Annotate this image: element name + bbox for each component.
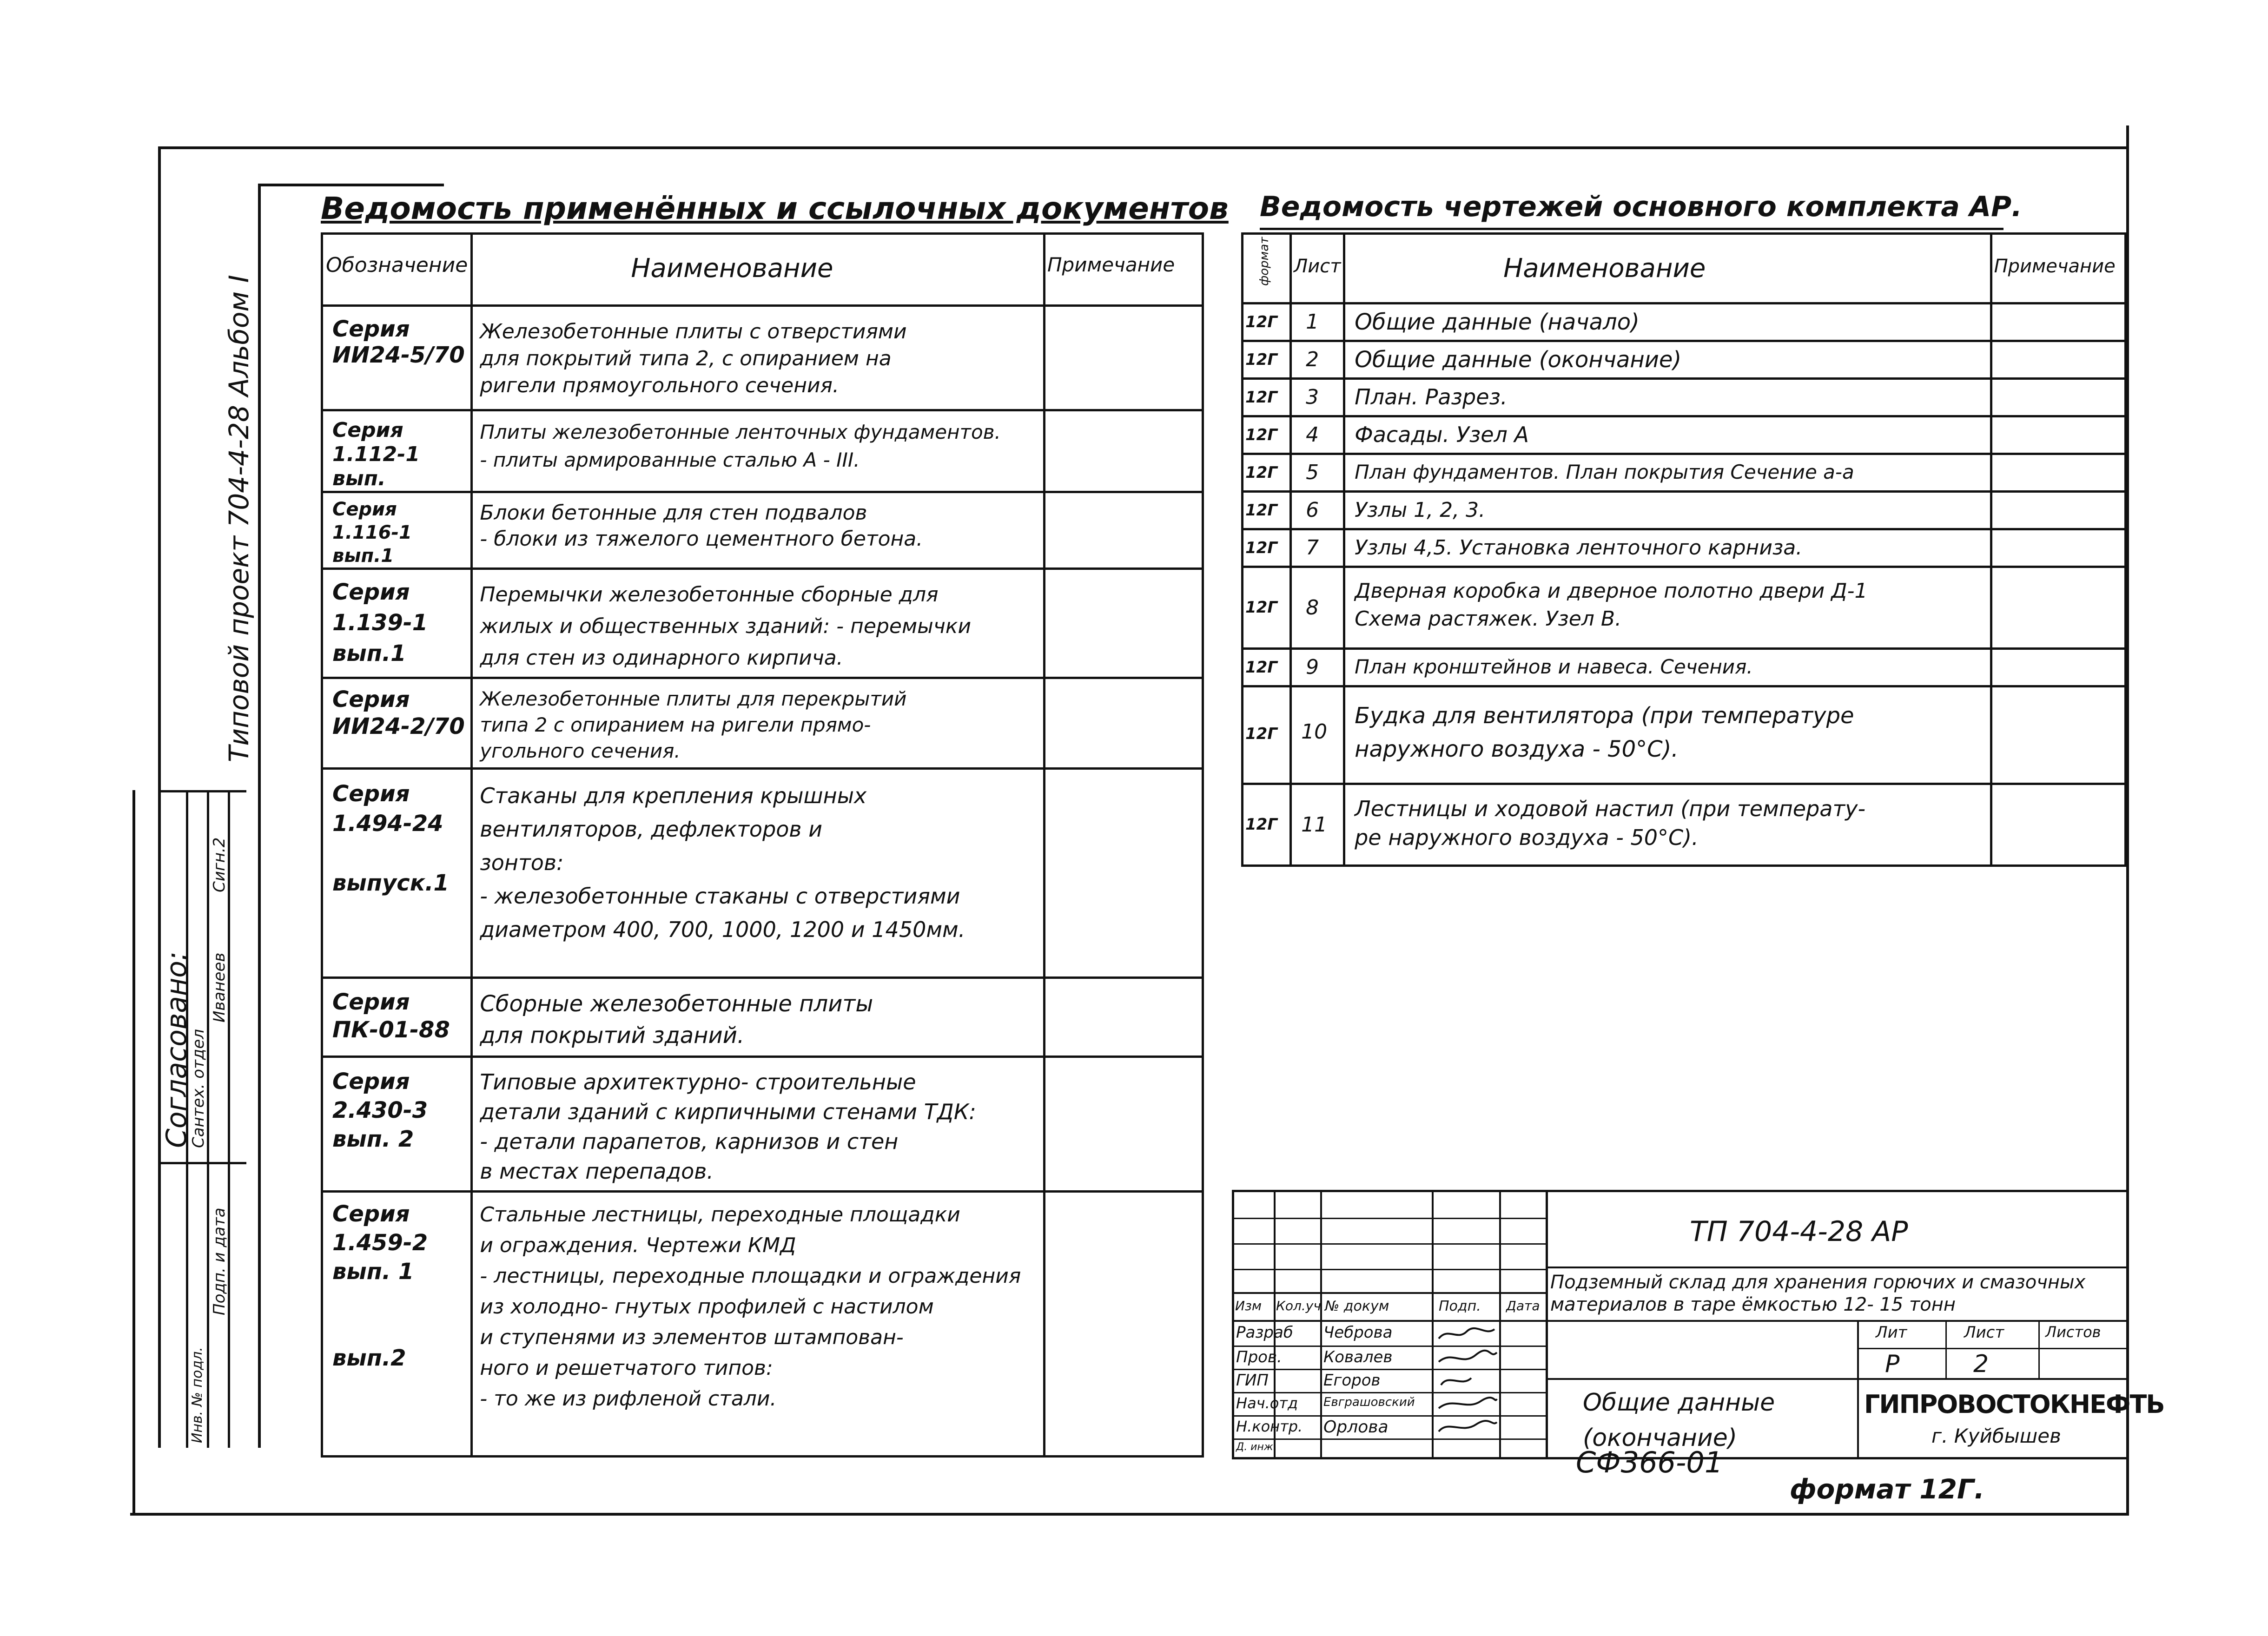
tb-sheet-title: Общие данные (окончание) [1583, 1389, 1775, 1452]
frame-bottom-line [130, 1513, 2129, 1516]
tb-head-col-1: Изм [1235, 1298, 1262, 1313]
table-row: 12Г 4 Фасады. Узел А [1243, 416, 2126, 454]
signer-role: Д. инж. [1236, 1441, 1276, 1453]
agreed-col-1: Сантех. отдел [189, 1029, 208, 1148]
footer-format: формат 12Г. [1790, 1473, 1984, 1505]
tb-stage: Р [1885, 1350, 1900, 1378]
bottom-col-2: Подп. и дата [210, 1207, 229, 1315]
signer-name: Чеброва [1323, 1323, 1393, 1342]
tb-sheets-label: Листов [2045, 1323, 2101, 1341]
table-row: 12Г 6 Узлы 1, 2, 3. [1243, 492, 2126, 529]
agreed-col-2: Иванеев [210, 952, 229, 1022]
table-row: Серия ПК-01-88 Сборные железобетонные плиты для покрытий зданий. [322, 978, 1203, 1057]
table-row: 12Г 2 Общие данные (окончание) [1243, 341, 2126, 379]
right-table [1241, 232, 2127, 867]
title-block [1232, 1190, 2164, 1459]
table-row: 12Г 1 Общие данные (начало) [1243, 303, 2126, 341]
table-row: Серия 1.494-24 выпуск.1 Стаканы для крепления крышных вентиляторов, дефлекторов и зонтов: - железобетонные стаканы с отверстиями диаметром 400, 700, 1000, 1200 и 1450мм. [322, 769, 1203, 978]
right-title-underline [1260, 228, 2004, 230]
bottom-col-1: Инв. № подл. [189, 1347, 205, 1443]
agreed-label: Согласовано: [160, 951, 193, 1148]
header-note: Примечание [1991, 234, 2125, 303]
header-format: формат [1243, 234, 1291, 303]
tb-sheet: 2 [1973, 1350, 1989, 1378]
signer-name: Евграшовский [1323, 1395, 1415, 1409]
header-name: Наименование [472, 234, 1045, 306]
tb-code: ТП 704-4-28 АР [1690, 1215, 1908, 1248]
signer-name: Ковалев [1323, 1348, 1393, 1366]
tb-stage-label: Лит [1876, 1323, 1907, 1342]
tb-head-col-2: Кол.уч [1276, 1298, 1321, 1313]
table-row: Серия ИИ24-5/70 Железобетонные плиты с отверстиями для покрытий типа 2, с опиранием на ригели прямоугольного сечения. [322, 306, 1203, 410]
left-table-frame-left [258, 184, 261, 1448]
header-designation: Обозначение [322, 234, 472, 306]
signer-name: Егоров [1323, 1371, 1381, 1390]
table-row: 12Г 5 План фундаментов. План покрытия Сечение а-а [1243, 454, 2126, 492]
table-row: 12Г 7 Узлы 4,5. Установка ленточного карниза. [1243, 529, 2126, 567]
table-row: Серия ИИ24-2/70 Железобетонные плиты для перекрытий типа 2 с опиранием на ригели прямо- угольного сечения. [322, 678, 1203, 769]
table-row: Серия 2.430-3 вып. 2 Типовые архитектурно- строительные детали зданий с кирпичными стенами ТДК: - детали парапетов, карнизов и стен в местах перепадов. [322, 1057, 1203, 1192]
header-sheet: Лист [1291, 234, 1344, 303]
signer-name: Орлова [1323, 1418, 1389, 1437]
left-table [321, 232, 1204, 1458]
signer-role: Нач.отд [1236, 1394, 1298, 1412]
frame-left-outer-line [132, 790, 135, 1515]
tb-head-col-5: Дата [1506, 1298, 1540, 1313]
agreed-block [160, 790, 246, 1448]
right-table-title: Ведомость чертежей основного комплекта АР. [1260, 191, 2022, 223]
agreed-col-3: Сигн.2 [210, 837, 229, 892]
table-row: 12Г 10 Будка для вентилятора (при температуре наружного воздуха - 50°С). [1243, 686, 2126, 784]
tb-org: ГИПРОВОСТОКНЕФТЬ [1864, 1390, 2164, 1419]
left-table-title: Ведомость применённых и ссылочных документов [321, 191, 1229, 226]
table-row: 12Г 8 Дверная коробка и дверное полотно двери Д-1 Схема растяжек. Узел В. [1243, 567, 2126, 649]
tb-city: г. Куйбышев [1931, 1425, 2061, 1447]
frame-top-line [158, 146, 2129, 149]
project-side-text: Типовой проект 704-4-28 Альбом I [223, 275, 255, 762]
signatures [1434, 1322, 1546, 1438]
tb-head-col-3: № докум [1325, 1298, 1389, 1314]
table-row: 12Г 11 Лестницы и ходовой настил (при температу- ре наружного воздуха - 50°С). [1243, 784, 2126, 866]
tb-description: Подземный склад для хранения горючих и смазочных материалов в таре ёмкостью 12- 15 тонн [1550, 1272, 2086, 1315]
signer-role: Пров. [1236, 1348, 1282, 1366]
table-row: Серия 1.459-2 вып. 1 вып.2 Стальные лестницы, переходные площадки и ограждения. Чертежи КМД - лестницы, переходные площадки и ограждения из холодно- гнутых профилей с настилом и ступенями из элементов штампован- ного и решетчатого типов: - то же из рифленой стали. [322, 1192, 1203, 1457]
table-row: Серия 1.112-1 вып. Плиты железобетонные ленточных фундаментов. - плиты армированные сталью А - III. [322, 410, 1203, 492]
header-note: Примечание [1044, 234, 1203, 306]
footer-code: СФ366-01 [1576, 1445, 1723, 1479]
table-row: Серия 1.116-1 вып.1 Блоки бетонные для стен подвалов - блоки из тяжелого цементного бетона. [322, 492, 1203, 569]
header-name: Наименование [1344, 234, 1991, 303]
signer-role: Разраб [1236, 1323, 1293, 1342]
signer-role: ГИП [1236, 1371, 1269, 1390]
tb-sheet-label: Лист [1964, 1323, 2004, 1342]
table-row: 12Г 3 План. Разрез. [1243, 379, 2126, 416]
signer-role: Н.контр. [1236, 1418, 1303, 1435]
table-row: Серия 1.139-1 вып.1 Перемычки железобетонные сборные для жилых и общественных зданий: - перемычки для стен из одинарного кирпича. [322, 569, 1203, 678]
table-row: 12Г 9 План кронштейнов и навеса. Сечения. [1243, 649, 2126, 686]
left-table-frame-top [258, 184, 444, 186]
tb-head-col-4: Подп. [1439, 1298, 1481, 1314]
